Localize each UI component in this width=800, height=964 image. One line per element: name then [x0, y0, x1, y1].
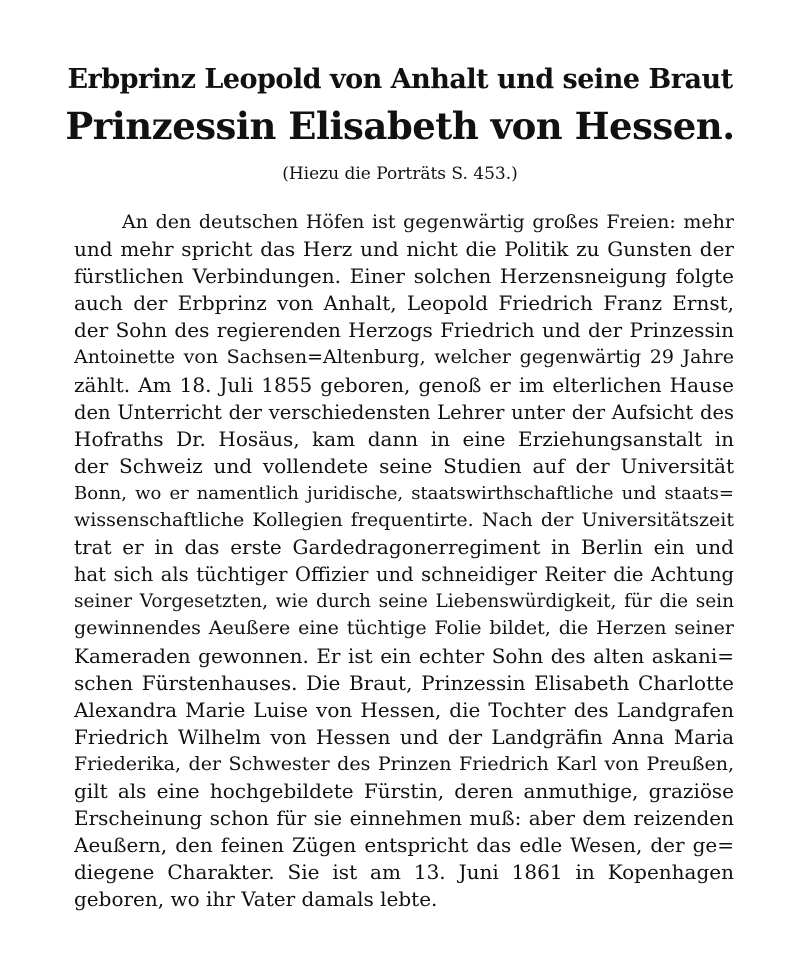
body-line: Friederika, der Schwester des Prinzen Friedrich Karl von Preußen,: [74, 752, 734, 775]
body-line: Bonn, wo er namentlich juridische, staatswirthschaftliche und staats=: [74, 482, 734, 504]
body-line: Alexandra Marie Luise von Hessen, die Tochter des Landgrafen: [74, 697, 734, 722]
body-line: hat sich als tüchtiger Offizier und schneidiger Reiter die Achtung: [74, 563, 734, 587]
body-line: gilt als eine hochgebildete Fürstin, deren anmuthige, graziöse: [74, 778, 734, 803]
body-line: geboren, wo ihr Vater damals lebte.: [74, 887, 438, 912]
body-line: fürstlichen Verbindungen. Einer solchen Herzensneigung folgte: [74, 264, 734, 289]
body-line: schen Fürstenhauses. Die Braut, Prinzessin Elisabeth Charlotte: [74, 670, 734, 695]
article-title-line-2: Prinzessin Elisabeth von Hessen.: [65, 104, 735, 148]
body-line: Antoinette von Sachsen=Altenburg, welcher gegenwärtig 29 Jahre: [74, 346, 734, 369]
body-line: zählt. Am 18. Juli 1855 geboren, genoß er im elterlichen Hause: [74, 372, 734, 397]
body-line: und mehr spricht das Herz und nicht die Politik zu Gunsten der: [74, 237, 734, 262]
body-line: den Unterricht der verschiedensten Lehrer unter der Aufsicht des: [74, 400, 734, 424]
body-line: auch der Erbprinz von Anhalt, Leopold Friedrich Franz Ernst,: [74, 291, 734, 316]
body-line: der Sohn des regierenden Herzogs Friedrich und der Prinzessin: [74, 318, 734, 343]
body-line: der Schweiz und vollendete seine Studien auf der Universität: [74, 453, 734, 478]
article-subtitle: (Hiezu die Porträts S. 453.): [282, 164, 518, 184]
body-line: Kameraden gewonnen. Er ist ein echter Sohn des alten askani=: [74, 643, 734, 668]
article-body: [74, 209, 734, 913]
body-line: seiner Vorgesetzten, wie durch seine Liebenswürdigkeit, für die sein: [74, 591, 734, 613]
body-line: trat er in das erste Gardedragonerregiment in Berlin ein und: [74, 535, 734, 560]
body-line: wissenschaftliche Kollegien frequentirte. Nach der Universitätszeit: [74, 509, 734, 532]
body-line: Erscheinung schon für sie einnehmen muß: aber dem reizenden: [74, 806, 734, 831]
article-title-line-1: Erbprinz Leopold von Anhalt und seine Braut: [67, 64, 733, 95]
body-line: diegene Charakter. Sie ist am 13. Juni 1861 in Kopenhagen: [74, 860, 734, 885]
body-line: Hofraths Dr. Hosäus, kam dann in eine Erziehungsanstalt in: [74, 426, 734, 451]
body-line: Friedrich Wilhelm von Hessen und der Landgräfin Anna Maria: [74, 724, 734, 749]
body-line: gewinnendes Aeußere eine tüchtige Folie bildet, die Herzen seiner: [74, 617, 734, 640]
body-line: Aeußern, den feinen Zügen entspricht das edle Wesen, der ge=: [74, 833, 734, 858]
body-line: An den deutschen Höfen ist gegenwärtig großes Freien: mehr: [122, 211, 734, 233]
